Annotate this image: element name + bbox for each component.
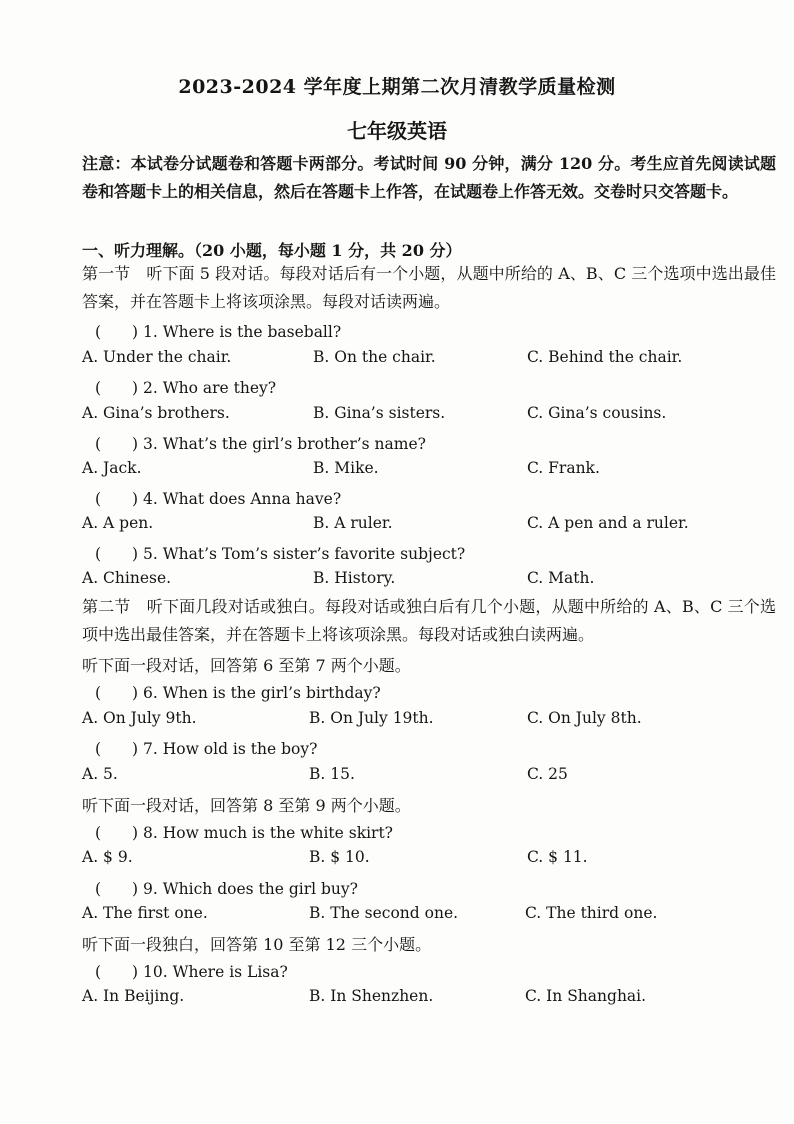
option-b: B. In Shenzhen.: [309, 987, 434, 1005]
option-a: A. Chinese.: [82, 569, 172, 587]
option-b: B. History.: [313, 569, 396, 587]
option-c: C. $ 11.: [527, 848, 588, 866]
option-c: C. Math.: [527, 569, 595, 587]
option-c: C. Frank.: [527, 459, 600, 477]
option-b: B. The second one.: [309, 904, 459, 922]
question-stem: ( ) 3. What’s the girl’s brother’s name?: [95, 435, 426, 453]
option-a: A. The first one.: [82, 904, 208, 922]
option-c: C. Behind the chair.: [527, 348, 683, 366]
question-stem: ( ) 4. What does Anna have?: [95, 490, 342, 508]
option-b: B. A ruler.: [313, 514, 393, 532]
question-stem: ( ) 8. How much is the white skirt?: [95, 824, 393, 842]
option-b: B. Mike.: [313, 459, 379, 477]
part1-heading: 一、听力理解。（20 小题，每小题 1 分，共 20 分）: [82, 241, 462, 260]
question-stem: ( ) 5. What’s Tom’s sister’s favorite subject?: [95, 545, 466, 563]
question-stem: ( ) 7. How old is the boy?: [95, 740, 318, 758]
option-a: A. Gina’s brothers.: [82, 404, 230, 422]
option-a: A. Jack.: [82, 459, 142, 477]
option-b: B. On July 19th.: [309, 709, 434, 727]
section1-instruction: 第一节 听下面 5 段对话。每段对话后有一个小题，从题中所给的 A、B、C 三个选项中选出最佳答案，并在答题卡上将该项涂黑。每段对话读两遍。: [82, 264, 776, 311]
option-b: B. Gina’s sisters.: [313, 404, 446, 422]
option-b: B. On the chair.: [313, 348, 436, 366]
question-stem: ( ) 2. Who are they?: [95, 379, 277, 397]
question-stem: ( ) 1. Where is the baseball?: [95, 323, 342, 341]
option-c: C. In Shanghai.: [525, 987, 647, 1005]
option-c: C. On July 8th.: [527, 709, 642, 727]
option-a: A. In Beijing.: [82, 987, 185, 1005]
exam-subtitle: 七年级英语: [347, 119, 447, 143]
listening-prompt: 听下面一段对话，回答第 8 至第 9 两个小题。: [82, 796, 411, 815]
option-b: B. $ 10.: [309, 848, 370, 866]
exam-notice: 注意：本试卷分试题卷和答题卡两部分。考试时间 90 分钟，满分 120 分。考生应首先阅读试题卷和答题卡上的相关信息，然后在答题卡上作答，在试题卷上作答无效。交卷时只交答题卡。: [82, 154, 776, 201]
option-a: A. On July 9th.: [82, 709, 197, 727]
listening-prompt: 听下面一段独白，回答第 10 至第 12 三个小题。: [82, 935, 432, 954]
option-c: C. A pen and a ruler.: [527, 514, 689, 532]
option-a: A. A pen.: [82, 514, 154, 532]
option-a: A. $ 9.: [82, 848, 133, 866]
question-stem: ( ) 10. Where is Lisa?: [95, 963, 288, 981]
option-c: C. Gina’s cousins.: [527, 404, 667, 422]
option-a: A. Under the chair.: [82, 348, 232, 366]
option-c: C. The third one.: [525, 904, 658, 922]
option-a: A. 5.: [82, 765, 118, 783]
question-stem: ( ) 6. When is the girl’s birthday?: [95, 684, 381, 702]
question-stem: ( ) 9. Which does the girl buy?: [95, 880, 358, 898]
listening-prompt: 听下面一段对话，回答第 6 至第 7 两个小题。: [82, 656, 411, 675]
option-c: C. 25: [527, 765, 568, 783]
exam-title: 2023-2024 学年度上期第二次月清教学质量检测: [178, 76, 616, 98]
option-b: B. 15.: [309, 765, 355, 783]
section2-instruction: 第二节 听下面几段对话或独白。每段对话或独白后有几个小题，从题中所给的 A、B、C 三个选项中选出最佳答案，并在答题卡上将该项涂黑。每段对话或独白读两遍。: [82, 597, 776, 644]
